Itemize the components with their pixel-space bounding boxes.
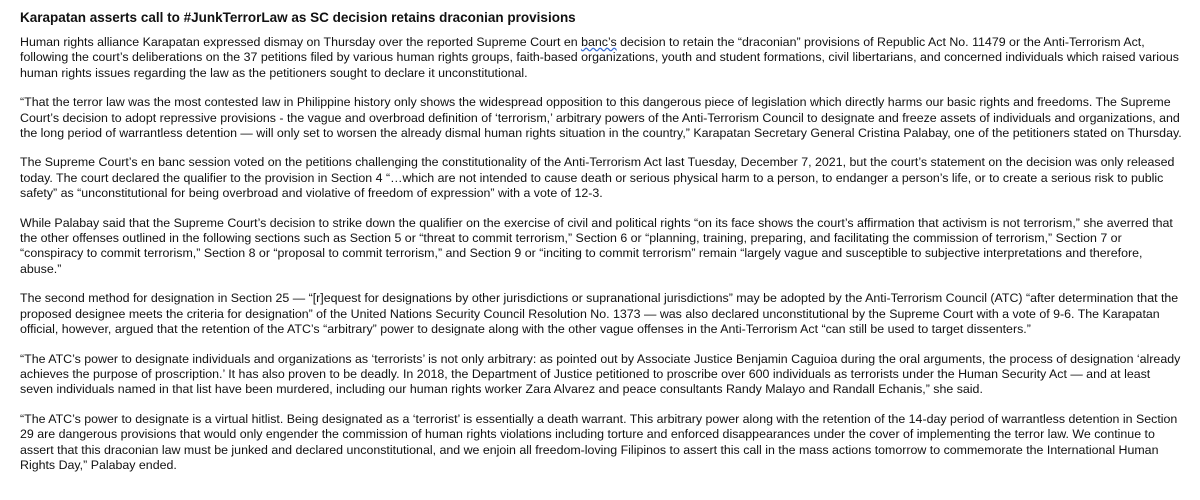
- document-title: Karapatan asserts call to #JunkTerrorLaw as SC decision retains draconian provisions: [20, 10, 576, 25]
- paragraph-2: “That the terror law was the most contested law in Philippine history only shows the widespread opposition to this dangerous piece of legislation which directly harms our basic rights and freedoms. The Supreme Court’s decision to adopt repressive provisions - the vague and overbroad definition of ‘terrorism,’ arbitrary powers of the Anti-Terrorism Council to designate and freeze assets of individuals and organizations, and the long period of warrantless detention — will only set to worsen the already dismal human rights situation in the country,” Karapatan Secretary General Cristina Palabay, one of the petitioners stated on Thursday.: [20, 95, 1182, 141]
- paragraph-1: [20, 35, 1185, 81]
- paragraph-3: The Supreme Court’s en banc session voted on the petitions challenging the constitutionality of the Anti-Terrorism Act last Tuesday, December 7, 2021, but the court’s statement on the decision was only released today. The court declared the qualifier to the provision in Section 4 “…which are not intended to cause death or serious physical harm to a person, to endanger a person’s life, or to create a serious risk to public safety” as “unconstitutional for being overbroad and violative of freedom of expression” with a vote of 12-3.: [20, 155, 1175, 201]
- paragraph-1-text-after: decision to retain the “draconian” provisions of Republic Act No. 11479 or the Anti-Terrorism Act, following the court’s deliberations on the 37 petitions filed by various human rights groups, faith-based organizations, youth and student formations, civil libertarians, and concerned individuals which raised various human rights issues regarding the law as the petitioners sought to declare it unconstitutional.: [20, 35, 1179, 80]
- paragraph-6: “The ATC’s power to designate individuals and organizations as ‘terrorists’ is not only arbitrary: as pointed out by Associate Justice Benjamin Caguioa during the oral arguments, the process of designation ‘already achieves the purpose of proscription.’ It has also proven to be deadly. In 2018, the Department of Justice petitioned to proscribe over 600 individuals as terrorists under the Human Security Act — and at least seven individuals named in that list have been murdered, including our human rights worker Zara Alvarez and peace consultants Randy Malayo and Randall Echanis,” she said.: [20, 351, 1181, 397]
- press-release-document: [20, 10, 1185, 487]
- paragraph-7: “The ATC’s power to designate is a virtual hitlist. Being designated as a ‘terrorist’ is essentially a death warrant. This arbitrary power along with the retention of the 14-day period of warrantless detention in Section 29 are dangerous provisions that would only engender the commission of human rights violations including torture and enforced disappearances under the cover of implementing the terror law. We continue to assert that this draconian law must be junked and declared unconstitutional, and we enjoin all freedom-loving Filipinos to assert this call in the mass actions tomorrow to commemorate the International Human Rights Day,” Palabay ended.: [20, 411, 1178, 472]
- paragraph-1-text-before: Human rights alliance Karapatan expressed dismay on Thursday over the reported Supreme Court en: [20, 35, 582, 49]
- paragraph-4: While Palabay said that the Supreme Court’s decision to strike down the qualifier on the exercise of civil and political rights “on its face shows the court’s affirmation that activism is not terrorism,” she averred that the other offenses outlined in the following sections such as Section 5 or “threat to commit terrorism,” Section 6 or “planning, training, preparing, and facilitating the commission of terrorism,” Section 7 or “conspiracy to commit terrorism,” Section 8 or “proposal to commit terrorism,” and Section 9 or “inciting to commit terrorism” remain “largely vague and susceptible to subjective interpretations and therefore, abuse.”: [20, 215, 1173, 276]
- spellcheck-underlined-word: banc’s: [581, 35, 617, 49]
- paragraph-5: The second method for designation in Section 25 — “[r]equest for designations by other jurisdictions or supranational jurisdictions” may be adopted by the Anti-Terrorism Council (ATC) “after determination that the proposed designee meets the criteria for designation” of the United Nations Security Council Resolution No. 1373 — was also declared unconstitutional by the Supreme Court with a vote of 9-6. The Karapatan official, however, argued that the retention of the ATC’s “arbitrary” power to designate along with the other vague offenses in the Anti-Terrorism Act “can still be used to target dissenters.”: [20, 291, 1179, 337]
